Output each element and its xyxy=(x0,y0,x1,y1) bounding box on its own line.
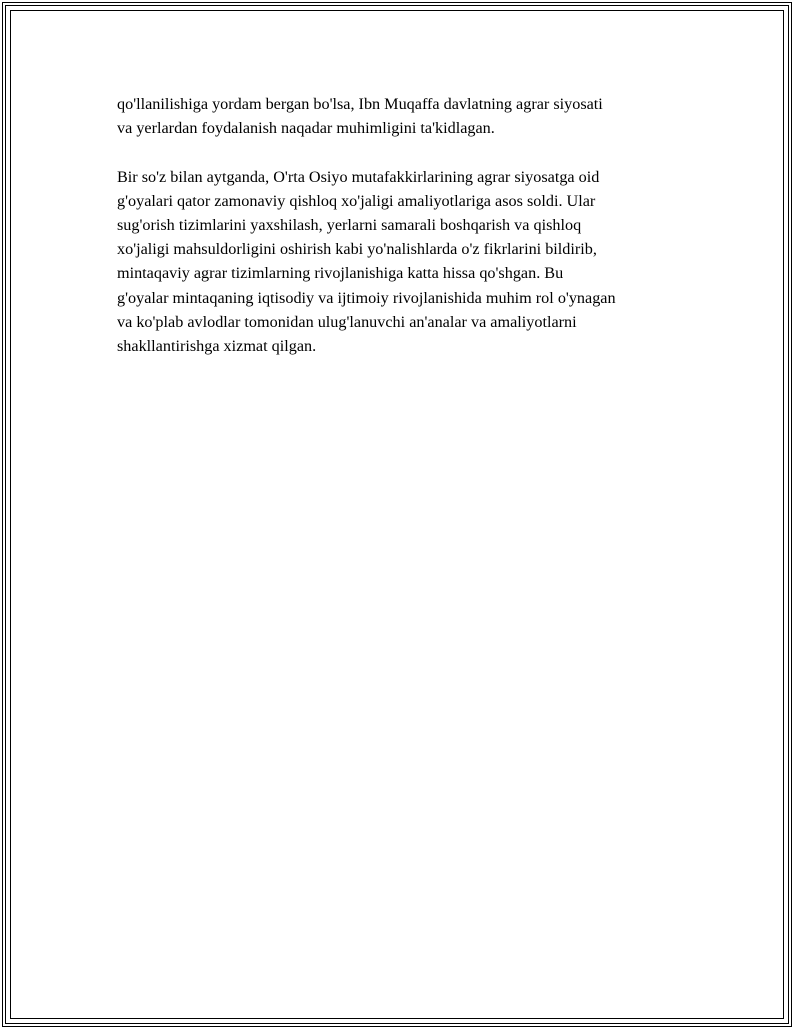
text-line: shakllantirishga xizmat qilgan. xyxy=(117,337,317,356)
text-line: va yerlardan foydalanish naqadar muhimligini ta'kidlagan. xyxy=(117,119,495,138)
text-line: va ko'plab avlodlar tomonidan ulug'lanuvchi an'analar va amaliyotlarni xyxy=(117,312,577,331)
text-line: qo'llanilishiga yordam bergan bo'lsa, Ibn Muqaffa davlatning agrar siyosati xyxy=(117,95,603,113)
text-line: g'oyalari qator zamonaviy qishloq xo'jaligi amaliyotlariga asos soldi. Ular xyxy=(117,191,596,210)
text-line: sug'orish tizimlarini yaxshilash, yerlarni samarali boshqarish va qishloq xyxy=(117,216,582,234)
document-body xyxy=(117,92,697,358)
paragraph-1 xyxy=(117,92,697,140)
text-line: g'oyalar mintaqaning iqtisodiy va ijtimoiy rivojlanishida muhim rol o'ynagan xyxy=(117,288,616,307)
text-line: xo'jaligi mahsuldorligini oshirish kabi yo'nalishlarda o'z fikrlarini bildirib, xyxy=(117,240,597,259)
text-line: Bir so'z bilan aytganda, O'rta Osiyo mutafakkirlarining agrar siyosatga oid xyxy=(117,167,600,186)
text-line: mintaqaviy agrar tizimlarning rivojlanishiga katta hissa qo'shgan. Bu xyxy=(117,264,564,283)
paragraph-2 xyxy=(117,165,697,359)
